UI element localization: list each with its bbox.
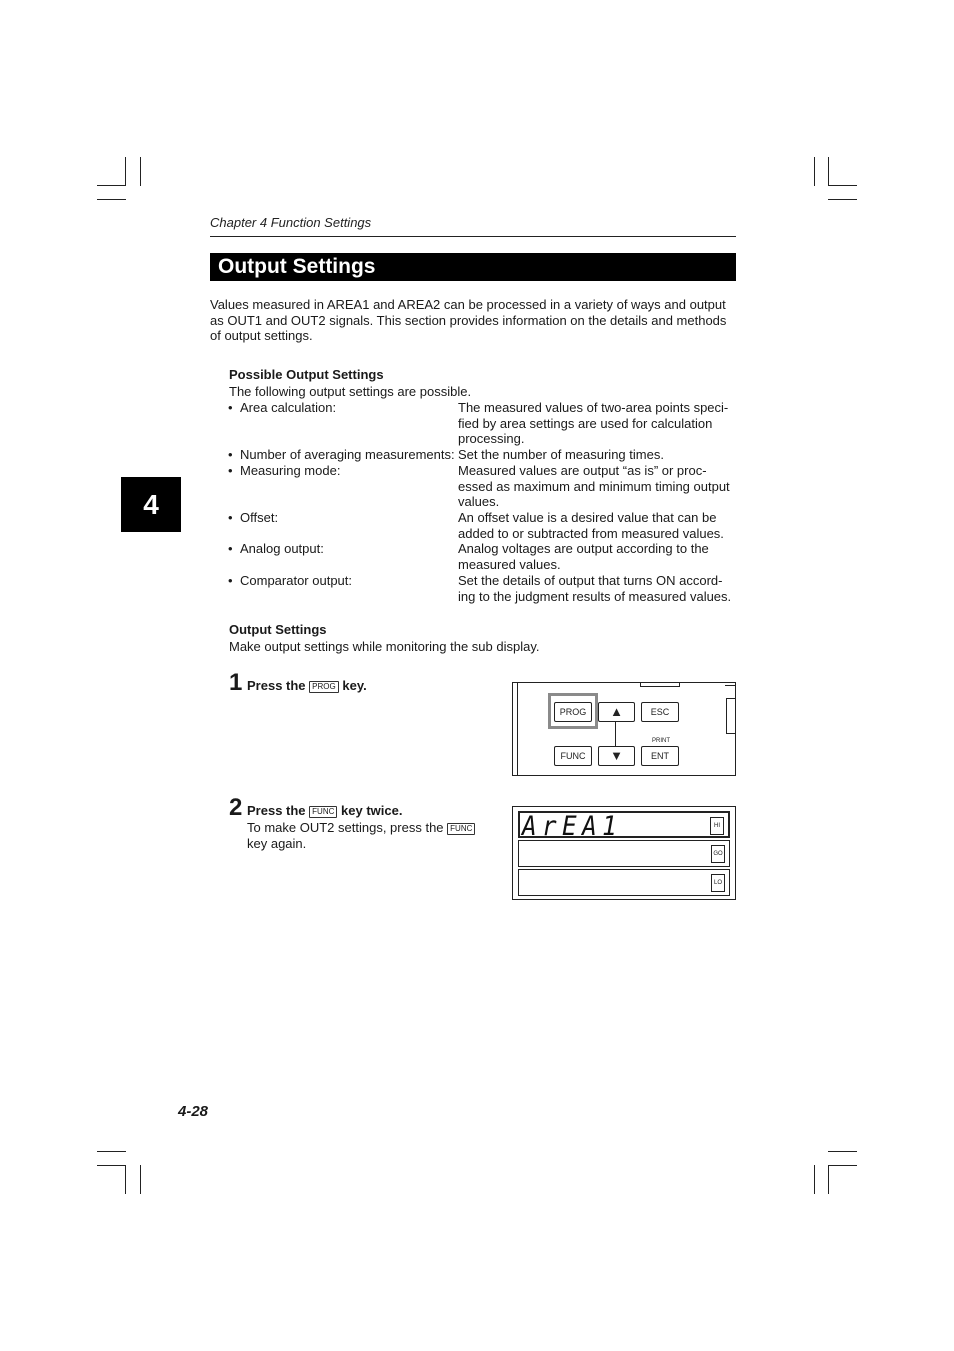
page-title: Output Settings: [210, 253, 736, 281]
crop-mark: [814, 157, 815, 186]
page-number: 4-28: [178, 1103, 209, 1120]
step-number: 2: [229, 794, 243, 821]
output-settings-lead: Make output settings while monitoring the sub display.: [229, 639, 540, 654]
display-row: [518, 869, 730, 896]
list-item-label: • Area calculation:: [228, 400, 337, 415]
crop-mark: [125, 1165, 126, 1194]
list-item-desc: An offset value is a desired value that can be added to or subtracted from measured values.: [458, 510, 724, 541]
chapter-tab: 4: [121, 477, 181, 532]
control-panel-diagram: [512, 682, 736, 776]
hi-lamp: HI: [710, 817, 724, 835]
output-settings-heading: Output Settings: [229, 622, 327, 637]
ent-button[interactable]: ENT: [641, 746, 679, 766]
display-row: [518, 811, 730, 842]
crop-mark: [97, 199, 126, 200]
step-instruction: Press the FUNC key twice.: [247, 803, 403, 818]
crop-mark: [140, 1165, 141, 1194]
step-instruction: Press the PROG key.: [247, 678, 367, 693]
step-number: 1: [229, 669, 243, 696]
lo-lamp: LO: [711, 874, 725, 892]
list-item-label: • Analog output:: [228, 541, 324, 556]
crop-mark: [125, 157, 126, 186]
crop-mark: [828, 185, 857, 186]
down-arrow-icon[interactable]: ▼: [598, 746, 635, 766]
go-lamp: GO: [711, 845, 725, 863]
list-item-desc: Analog voltages are output according to the measured values.: [458, 541, 709, 572]
header-rule: [210, 236, 736, 237]
func-key-icon: FUNC: [309, 806, 337, 818]
list-item-desc: Measured values are output “as is” or proc- essed as maximum and minimum timing output values.: [458, 463, 730, 510]
crop-mark: [828, 157, 829, 186]
crop-mark: [828, 1151, 857, 1152]
list-item-desc: Set the details of output that turns ON accord- ing to the judgment results of measured values.: [458, 573, 732, 604]
func-button[interactable]: FUNC: [554, 746, 592, 766]
crop-mark: [140, 157, 141, 186]
possible-settings-lead: The following output settings are possible.: [229, 384, 472, 399]
possible-settings-heading: Possible Output Settings: [229, 367, 384, 382]
step-note: To make OUT2 settings, press the FUNC: [247, 820, 475, 836]
list-item-label: • Number of averaging measurements:: [228, 447, 455, 462]
list-item-label: • Measuring mode:: [228, 463, 341, 478]
esc-button[interactable]: ESC: [641, 702, 679, 722]
intro-paragraph: Values measured in AREA1 and AREA2 can be processed in a variety of ways and output as OUT1 and OUT2 signals. This section provides information on the details and methods of output settings.: [210, 297, 727, 344]
crop-mark: [828, 199, 857, 200]
up-arrow-icon[interactable]: ▲: [598, 702, 635, 722]
crop-mark: [97, 1165, 126, 1166]
crop-mark: [828, 1165, 829, 1194]
display-row: [518, 840, 730, 867]
func-key-icon: FUNC: [447, 823, 475, 835]
crop-mark: [828, 1165, 857, 1166]
crop-mark: [97, 1151, 126, 1152]
list-item-label: • Comparator output:: [228, 573, 353, 588]
step-note-cont: key again.: [247, 836, 307, 851]
list-item-desc: The measured values of two-area points speci- fied by area settings are used for calculation processing.: [458, 400, 729, 447]
sub-display-diagram: [512, 806, 736, 900]
display-readout: ArEA1: [522, 811, 623, 842]
print-label: PRINT: [652, 738, 670, 744]
list-item-desc: Set the number of measuring times.: [458, 447, 664, 462]
prog-key-icon: PROG: [309, 681, 339, 693]
prog-button[interactable]: PROG: [554, 702, 592, 722]
crop-mark: [814, 1165, 815, 1194]
list-item-label: • Offset:: [228, 510, 279, 525]
chapter-header: Chapter 4 Function Settings: [210, 215, 372, 230]
crop-mark: [97, 185, 126, 186]
